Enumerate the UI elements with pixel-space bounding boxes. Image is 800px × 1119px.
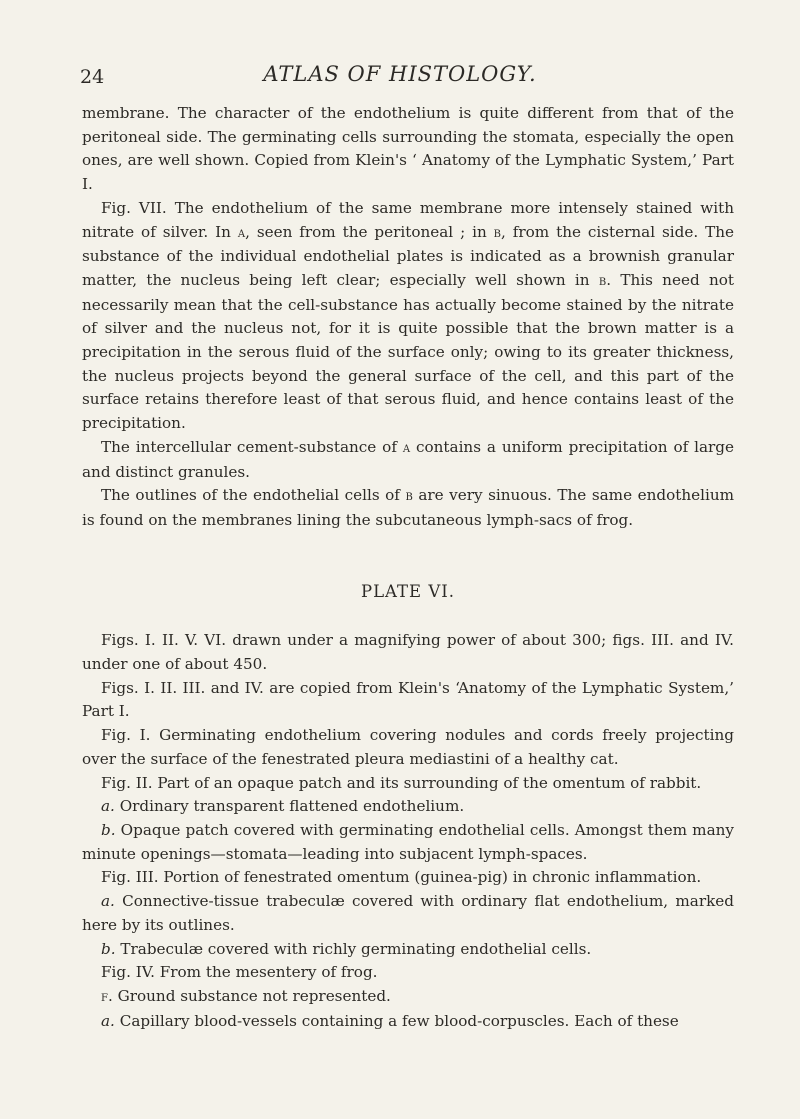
- small-caps-letter: b: [405, 488, 413, 505]
- paragraph: [82, 1010, 734, 1034]
- plate-heading: PLATE VI.: [360, 581, 456, 601]
- paragraph: membrane. The character of the endothelium is quite different from that of the peritoneal side. The germinating cells surrounding the stomata, especially the open ones, are well shown. Copied from Klein's ‘ Anatomy of the Lymphatic System,’ Part I.: [82, 104, 734, 194]
- item-label: a.: [101, 797, 115, 816]
- text-run: , from the cisternal side. The substance of the individual endothelial plates is indicated as a brownish granular matter, the nucleus being left clear; especially well shown in: [82, 222, 734, 289]
- paragraph: Figs. I. II. V. VI. drawn under a magnifying power of about 300; figs. III. and IV. under one of about 450.: [82, 631, 734, 674]
- text-run: . Ground substance not represented.: [107, 986, 391, 1005]
- paragraph: [82, 819, 734, 866]
- text-run: are very sinuous. The same endothelium is found on the membranes lining the subcutaneous lymph-sacs of frog.: [82, 486, 734, 529]
- text-run: Fig. VII. The endothelium of the same membrane more intensely stained with nitrate of silver. In: [82, 198, 734, 241]
- running-title: ATLAS OF HISTOLOGY.: [263, 62, 537, 86]
- item-label: a.: [101, 892, 115, 911]
- text-run: Opaque patch covered with germinating endothelial cells. Amongst them many minute openings—stomata—leading into subjacent lymph-spaces.: [82, 820, 734, 863]
- text-run: Connective-tissue trabeculæ covered with ordinary flat endothelium, marked here by its outlines.: [82, 892, 734, 934]
- paragraph: [82, 985, 734, 1010]
- item-label: a.: [101, 1011, 115, 1030]
- small-caps-letter: f: [101, 988, 108, 1005]
- paragraph: [82, 938, 734, 962]
- small-caps-letter: b: [493, 224, 502, 241]
- text-run: . This need not necessarily mean that the cell-substance has actually become stained by the nitrate of silver and the nucleus not, for it is quite possible that the brown matter is a precipitation in the serous fluid of the surface only; owing to its greater thickness, the nucleus projects beyond the general surface of the cell, and this part of the surface retains therefore least of that serous fluid, and hence contains least of the precipitation.: [82, 270, 734, 433]
- text-run: The intercellular cement-substance of: [101, 437, 403, 456]
- paragraph: [82, 795, 734, 819]
- text-run: Capillary blood-vessels containing a few blood-corpuscles. Each of these: [114, 1011, 679, 1030]
- paragraph: [82, 484, 734, 532]
- paragraph: Figs. I. II. III. and IV. are copied from Klein's ‘Anatomy of the Lymphatic System,’ Part I.: [82, 678, 734, 721]
- paragraph: Fig. II. Part of an opaque patch and its surrounding of the omentum of rabbit.: [101, 773, 702, 792]
- small-caps-letter: a: [237, 224, 246, 241]
- paragraph: [82, 197, 734, 436]
- page-body: [82, 102, 734, 1033]
- paragraph: [82, 436, 734, 484]
- text-run: contains a uniform precipitation of large and distinct granules.: [82, 437, 734, 481]
- small-caps-letter: b: [598, 272, 607, 289]
- paragraph: [82, 890, 734, 937]
- paragraph: Fig. I. Germinating endothelium covering nodules and cords freely projecting over the surface of the fenestrated pleura mediastini of a healthy cat.: [82, 726, 734, 768]
- paragraph: Fig. III. Portion of fenestrated omentum (guinea-pig) in chronic inflammation.: [101, 868, 702, 887]
- item-label: b.: [101, 820, 116, 839]
- text-run: Ordinary transparent flattened endothelium.: [114, 797, 465, 816]
- text-run: The outlines of the endothelial cells of: [101, 486, 406, 505]
- text-run: , seen from the peritoneal ; in: [245, 222, 494, 241]
- paragraph: Fig. IV. From the mesentery of frog.: [101, 963, 378, 982]
- item-label: b.: [101, 939, 116, 958]
- page-number: 24: [80, 66, 105, 88]
- text-run: Trabeculæ covered with richly germinating endothelial cells.: [115, 939, 592, 958]
- small-caps-letter: a: [402, 439, 411, 456]
